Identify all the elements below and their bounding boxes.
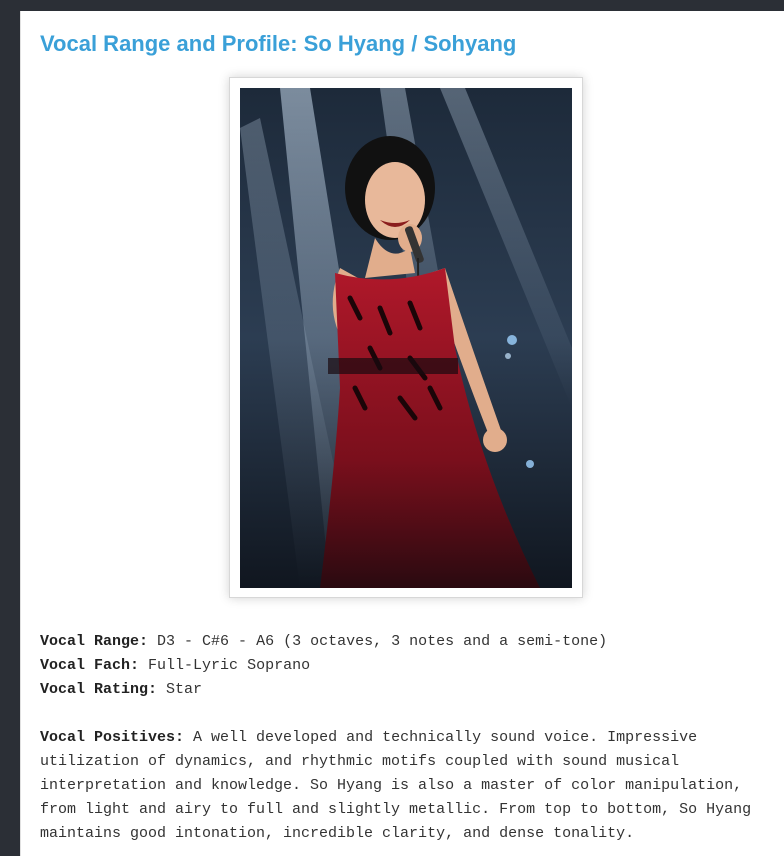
fact-label: Vocal Rating: xyxy=(40,681,158,698)
fact-vocal-rating xyxy=(40,678,770,702)
fact-value: D3 - C#6 - A6 (3 octaves, 3 notes and a semi-tone) xyxy=(157,633,608,650)
vocal-profile xyxy=(40,630,770,846)
fact-label: Vocal Range: xyxy=(40,633,149,650)
fact-value: Star xyxy=(166,681,203,698)
article-page xyxy=(20,11,784,856)
fact-vocal-range xyxy=(40,630,770,654)
singer-photo xyxy=(240,88,572,588)
page-title: Vocal Range and Profile: So Hyang / Sohyang xyxy=(40,31,517,56)
vocal-positives xyxy=(40,726,770,846)
photo-frame xyxy=(229,77,583,598)
fact-vocal-fach xyxy=(40,654,770,678)
fact-label: Vocal Fach: xyxy=(40,657,140,674)
positives-text: A well developed and technically sound voice. Impressive utilization of dynamics, and rhythmic motifs coupled with sound musical interpretation and knowledge. So Hyang is also a master of color manipulation, from light and airy to full and slightly metallic. From top to bottom, So Hyang maintains good intonation, incredible clarity, and dense tonality. xyxy=(40,729,752,842)
positives-label: Vocal Positives: xyxy=(40,729,185,746)
fact-value: Full-Lyric Soprano xyxy=(148,657,311,674)
spacer xyxy=(40,702,770,726)
